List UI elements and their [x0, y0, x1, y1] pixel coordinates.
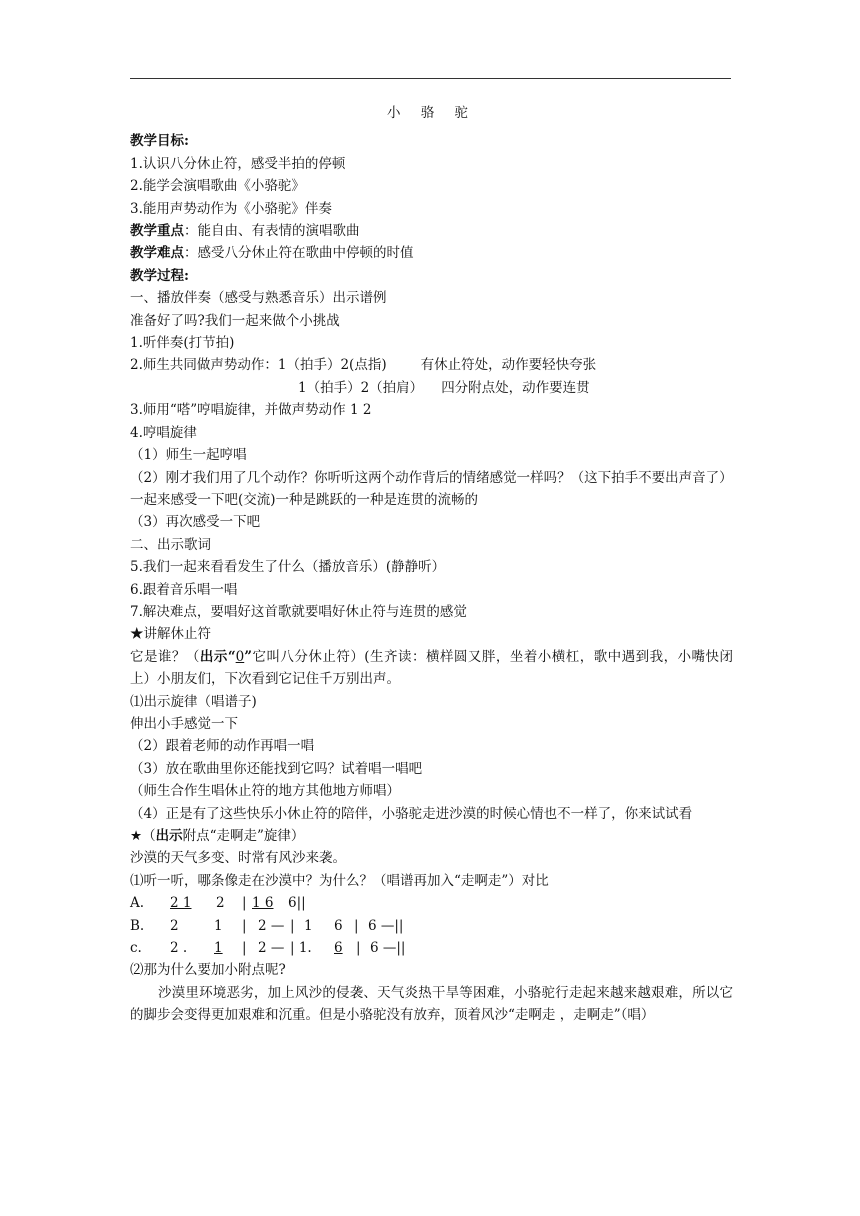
- body-action-line-2: [130, 377, 733, 399]
- barline: |: [242, 895, 247, 912]
- text-line: 一起来感受一下吧(交流)一种是跳跃的一种是连贯的流畅的: [130, 491, 479, 508]
- note: 2 1: [170, 895, 192, 912]
- note: 2 .: [170, 940, 188, 957]
- text-line: 3.师用“嗒”哼唱旋律，并做声势动作 1 2: [130, 402, 372, 419]
- difficulty-text: ：感受八分休止符在歌曲中停顿的时值: [184, 245, 414, 262]
- key-point-label: 教学重点: [130, 223, 184, 240]
- text-paragraph: （2）刚才我们用了几个动作？你听听这两个动作背后的情绪感觉一样吗？（这下拍手不要出声音了）: [130, 469, 733, 486]
- note: 2: [216, 895, 225, 912]
- text-line: 沙漠的天气多变、时常有风沙来袭。: [130, 850, 346, 867]
- barline: |: [242, 940, 247, 957]
- text-span: ”: [244, 648, 252, 665]
- text-span: 四分附点处，动作要连贯: [441, 379, 590, 396]
- text-line: 准备好了吗?我们一起来做个小挑战: [130, 312, 340, 329]
- text-line: 5.我们一起来看看发生了什么（播放音乐）(静静听）: [130, 559, 446, 576]
- text-span: 它是谁？（: [130, 648, 200, 665]
- text-line: 伸出小手感觉一下: [130, 715, 238, 732]
- difficulty: [130, 242, 733, 264]
- note: 6 —||: [368, 917, 404, 934]
- note: 6: [334, 940, 343, 957]
- note: | 1.: [290, 940, 312, 957]
- option-c-notation: [130, 937, 733, 959]
- key-point: [130, 220, 733, 242]
- option-a-notation: [130, 892, 733, 914]
- text-span: 出示: [155, 828, 183, 844]
- goal-3: 3.能用声势动作为《小骆驼》伴奏: [130, 200, 332, 217]
- document-body: [130, 102, 733, 1027]
- goal-2: 2.能学会演唱歌曲《小骆驼》: [130, 178, 305, 195]
- text-line: （2）跟着老师的动作再唱一唱: [130, 738, 315, 755]
- note: 6 —||: [370, 940, 406, 957]
- text-line: 6.跟着音乐唱一唱: [130, 581, 238, 598]
- text-line: ⑴出示旋律（唱谱子): [130, 693, 257, 710]
- note: 2: [170, 917, 179, 934]
- difficulty-label: 教学难点: [130, 245, 184, 262]
- barline: |: [242, 917, 247, 934]
- note: 1 6: [252, 895, 274, 912]
- section-1-heading: 一、播放伴奏（感受与熟悉音乐）出示谱例: [130, 290, 387, 307]
- text-span: 附点“走啊走”旋律）: [182, 828, 305, 844]
- barline: |: [354, 917, 359, 934]
- note: 1: [304, 917, 313, 934]
- closing-paragraph: 沙漠里环境恶劣，加上风沙的侵袭、天气炎热干旱等困难，小骆驼行走起来越来越艰难，所以它的脚步会变得更加艰难和沉重。但是小骆驼没有放弃，顶着风沙“走啊走 ，走啊走”（唱）: [130, 984, 733, 1024]
- barline: |: [290, 917, 295, 934]
- text-line: （1）师生一起哼唱: [130, 447, 247, 464]
- text-span: ★（: [130, 828, 156, 844]
- text-line: ⑴听一听，哪条像走在沙漠中？为什么？（唱谱再加入“走啊走”）对比: [130, 872, 549, 889]
- key-point-text: ：能自由、有表情的演唱歌曲: [184, 223, 360, 240]
- goals-heading: 教学目标:: [130, 133, 189, 150]
- note: 1: [214, 940, 223, 957]
- star-heading-dotted: [130, 825, 733, 847]
- rest-symbol: 0: [235, 648, 245, 665]
- note: 2 —: [258, 940, 285, 957]
- note: 6||: [288, 895, 306, 912]
- note: 6: [334, 917, 343, 934]
- section-2-heading: 二、出示歌词: [130, 536, 211, 553]
- option-label: A.: [130, 895, 145, 912]
- text-line: （3）再次感受一下吧: [130, 514, 261, 531]
- option-b-notation: [130, 915, 733, 937]
- text-paragraph: （4）正是有了这些快乐小休止符的陪伴，小骆驼走进沙漠的时候心情也不一样了，你来试试看: [130, 805, 693, 822]
- text-line: 7.解决难点，要唱好这首歌就要唱好休止符与连贯的感觉: [130, 603, 467, 620]
- option-label: B.: [130, 917, 145, 934]
- rest-intro-paragraph: [130, 646, 733, 691]
- document-title: 小 骆 驼: [386, 105, 477, 121]
- note: 1: [214, 917, 223, 934]
- text-line: （师生合作生唱休止符的地方其他地方师唱）: [130, 783, 400, 800]
- option-label: c.: [130, 940, 142, 957]
- text-span: 它叫八分休止符）(生齐读：横样圆又胖，坐着小横杠，歌中遇到我，小嘴快闭上）小朋友们，下次看到它记住千万别出声。: [130, 648, 734, 688]
- text-span: 有休止符处，动作要轻快夸张: [420, 357, 597, 374]
- star-heading-rest: ★讲解休止符: [130, 626, 211, 643]
- goal-1: 1.认识八分休止符，感受半拍的停顿: [130, 155, 346, 172]
- text-line: 4.哼唱旋律: [130, 424, 197, 441]
- text-line: （3）放在歌曲里你还能找到它吗？试着唱一唱吧: [130, 760, 423, 777]
- body-action-line-1: [130, 354, 733, 376]
- text-line: 1.听伴奏(打节拍): [130, 335, 235, 352]
- note: 2 —: [258, 917, 285, 934]
- text-line: ⑵那为什么要加小附点呢?: [130, 962, 286, 979]
- header-rule: [130, 78, 731, 79]
- process-heading: 教学过程:: [130, 267, 189, 284]
- text-span: 2.师生共同做声势动作：1（拍手）2(点指): [130, 357, 387, 374]
- text-span: 1（拍手）2（拍肩）: [298, 379, 424, 396]
- barline: |: [356, 940, 361, 957]
- text-span: 出示“: [199, 648, 236, 665]
